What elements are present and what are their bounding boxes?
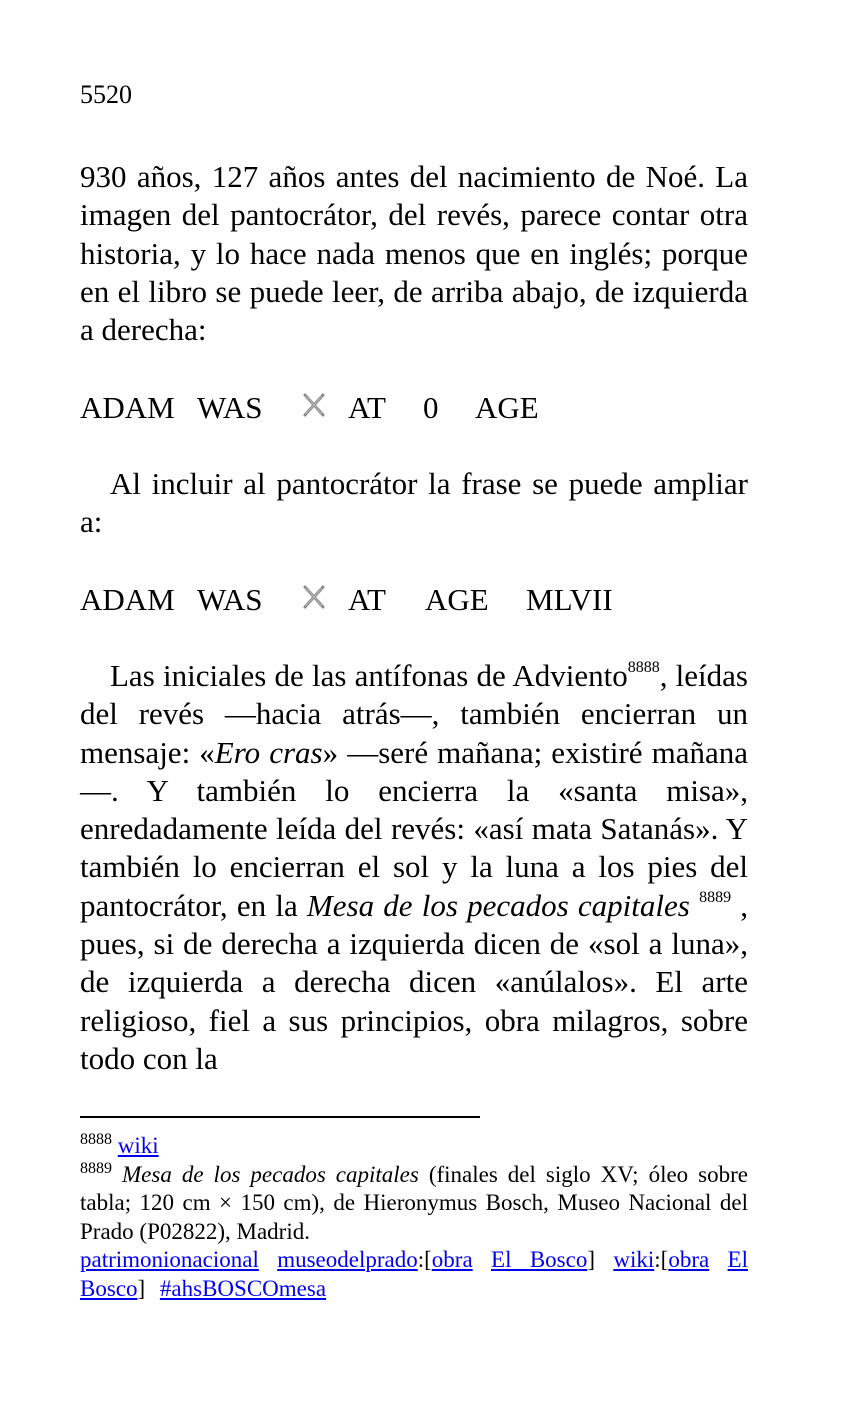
footnote-title: Mesa de los pecados capitales — [122, 1161, 419, 1187]
formula-word: AGE — [475, 390, 539, 425]
formula-word: AGE — [425, 582, 489, 617]
footnotes — [80, 1132, 748, 1303]
footnote-text: (finales del siglo XV; óleo sobre tabla; 120 cm × 150 cm), de Hieronymus Bosch, Museo Nacional del Prado (P02822), Madrid. — [80, 1161, 748, 1244]
obra-link[interactable]: obra — [431, 1247, 473, 1272]
text-span: » —seré mañana; existiré mañana—. Y también lo encierra la «santa misa», enredadamente leída del revés: «así mata Satanás». Y también lo encierran el sol y la luna a los pies del pantocrátor, en la — [80, 734, 748, 923]
footnote-ref[interactable]: 8889 — [699, 888, 732, 906]
cross-symbol-icon — [301, 584, 327, 610]
obra-link[interactable]: obra — [668, 1247, 710, 1272]
footnote-links: patrimonionacional museodelprado:[obra El Bosco] wiki:[obra El Bosco] #ahsBOSCOmesa — [80, 1247, 748, 1301]
patrimonionacional-link[interactable]: patrimonionacional — [80, 1247, 259, 1272]
footnote-8888 — [80, 1132, 748, 1161]
el-bosco-link[interactable]: El Bosco — [80, 1247, 748, 1301]
cross-symbol-icon — [301, 392, 327, 418]
footnote-number: 8888 — [80, 1131, 112, 1148]
formula-word: ADAM — [80, 390, 175, 425]
footnote-ref[interactable]: 8888 — [627, 659, 660, 676]
formula-word: MLVII — [526, 582, 613, 617]
formula-word: WAS — [197, 582, 263, 617]
formula-word: AT — [348, 390, 386, 425]
el-bosco-link[interactable]: El Bosco — [491, 1247, 588, 1272]
museodelprado-link[interactable]: museodelprado — [277, 1247, 418, 1272]
text-span: , pues, si de derecha a izquierda dicen de «sol a luna», de izquierda a derecha dicen «anúlalos». El arte religioso, fiel a sus principios, obra milagros, sobre todo con la — [80, 887, 749, 1076]
paragraph-2: Al incluir al pantocrátor la frase se puede ampliar a: — [80, 466, 748, 540]
page-number: 5520 — [80, 80, 132, 109]
text-span: , leídas del revés —hacia atrás—, también encierran un mensaje: « — [80, 658, 748, 770]
formula-word: AT — [348, 582, 386, 617]
paragraph-1: 930 años, 127 años antes del nacimiento de Noé. La imagen del pantocrátor, del revés, parece contar otra historia, y lo hace nada menos que en inglés; porque en el libro se puede leer, de arriba abajo, de izquierda a derecha: — [80, 159, 748, 348]
footnote-number: 8889 — [80, 1159, 112, 1177]
formula-word: 0 — [423, 390, 439, 425]
paragraph-3 — [80, 657, 748, 1078]
footnote-divider — [80, 1116, 480, 1118]
hashtag-link[interactable]: #ahsBOSCOmesa — [159, 1275, 327, 1301]
footnote-8889 — [80, 1161, 748, 1247]
wiki-link[interactable]: wiki — [613, 1247, 655, 1272]
wiki-link[interactable]: wiki — [117, 1133, 159, 1158]
formula-word: WAS — [197, 390, 263, 425]
italic-text: Ero cras — [214, 734, 323, 770]
formula-word: ADAM — [80, 582, 175, 617]
text-span: Las iniciales de las antífonas de Adviento — [110, 658, 628, 693]
italic-text: Mesa de los pecados capitales — [306, 887, 690, 923]
